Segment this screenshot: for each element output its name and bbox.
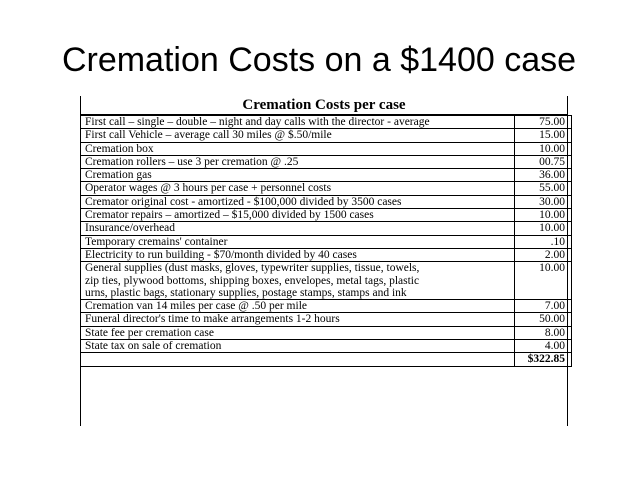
row-amount: 10.00 [515,142,572,155]
row-description: First call Vehicle – average call 30 miles @ $.50/mile [81,129,515,142]
row-description: Cremator original cost - amortized - $100,000 divided by 3500 cases [81,195,515,208]
row-amount: 30.00 [515,195,572,208]
row-amount: 50.00 [515,313,572,326]
row-description: Cremator repairs – amortized – $15,000 divided by 1500 cases [81,209,515,222]
table-row [81,155,572,168]
table-row [81,235,572,248]
table-row [81,116,572,129]
row-amount: 55.00 [515,182,572,195]
row-amount: 75.00 [515,116,572,129]
total-description [81,353,515,366]
table-row [81,195,572,208]
table-row [81,313,572,326]
row-description: Cremation box [81,142,515,155]
row-description: Cremation van 14 miles per case @ .50 per mile [81,300,515,313]
row-amount: 8.00 [515,326,572,339]
row-amount: 10.00 [515,222,572,235]
row-amount: .10 [515,235,572,248]
row-description: First call – single – double – night and day calls with the director - average [81,116,515,129]
table-left-border [80,96,81,426]
row-description: Funeral director's time to make arrangements 1-2 hours [81,313,515,326]
row-amount: 10.00 [515,209,572,222]
row-description [81,262,515,300]
table-row [81,300,572,313]
slide-title: Cremation Costs on a $1400 case [61,41,577,79]
row-amount: 4.00 [515,340,572,353]
table-row [81,209,572,222]
table-row [81,182,572,195]
row-amount: 00.75 [515,155,572,168]
table-row [81,262,572,300]
table-row [81,142,572,155]
table-header: Cremation Costs per case [80,96,568,115]
row-description: Cremation rollers – use 3 per cremation @ .25 [81,155,515,168]
table-row [81,222,572,235]
row-description: State fee per cremation case [81,326,515,339]
row-description: State tax on sale of cremation [81,340,515,353]
row-description: Temporary cremains' container [81,235,515,248]
table-row [81,326,572,339]
table-row [81,129,572,142]
table-row [81,248,572,261]
row-description: Cremation gas [81,169,515,182]
row-description: Electricity to run building - $70/month divided by 40 cases [81,248,515,261]
table-row [81,340,572,353]
table-row [81,169,572,182]
table-right-border [567,96,568,426]
row-description-line: zip ties, plywood bottoms, shipping boxes, envelopes, metal tags, plastic [85,274,420,287]
total-row [81,353,572,366]
row-amount: 10.00 [515,262,572,300]
row-description-line: urns, plastic bags, stationary supplies, postage stamps, stamps and ink [85,286,407,299]
row-description: Insurance/overhead [81,222,515,235]
row-description: Operator wages @ 3 hours per case + personnel costs [81,182,515,195]
row-amount: 15.00 [515,129,572,142]
row-amount: 7.00 [515,300,572,313]
cost-table-grid [80,115,572,367]
row-amount: 2.00 [515,248,572,261]
cost-table [80,96,568,367]
row-description-line: General supplies (dust masks, gloves, typewriter supplies, tissue, towels, [85,262,420,275]
total-amount: $322.85 [515,353,572,366]
row-amount: 36.00 [515,169,572,182]
